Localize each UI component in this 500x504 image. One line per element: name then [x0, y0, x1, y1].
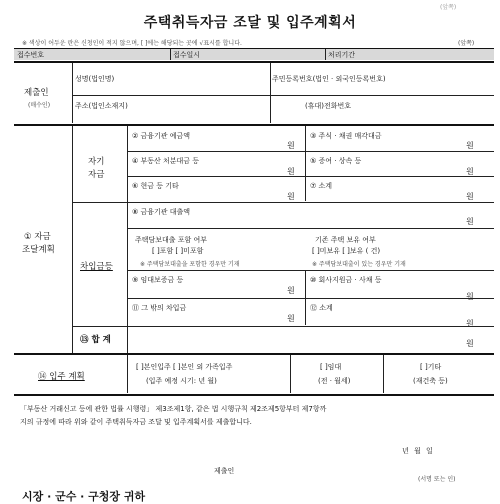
submitter-label: 제출인	[24, 88, 49, 98]
signature-placeholder: (서명 또는 인)	[418, 476, 456, 483]
occupancy-plan-label: ⑭ 입주 계획	[38, 372, 85, 382]
loan-house-options[interactable]: [ ]포함 [ ]미포함	[152, 247, 204, 255]
occupancy-option-other[interactable]: [ ]기타	[420, 363, 442, 371]
top-right-note: (앞쪽)	[440, 4, 457, 11]
addressee: 시장 · 군수 · 구청장 귀하	[22, 490, 146, 503]
occupancy-expected-date: (입주 예정 시기: 년 월)	[146, 377, 217, 385]
gift-label: ⑤ 증여 · 상속 등	[310, 157, 362, 165]
gift-unit: 원	[466, 167, 474, 176]
loan-unit: 원	[466, 217, 474, 226]
realestate-label: ④ 부동산 처분대금 등	[132, 157, 200, 165]
deposit-label: ② 금융기관 예금액	[132, 132, 191, 140]
phone-label: (휴대)전화번호	[305, 102, 352, 110]
occupancy-option-self[interactable]: [ ]본인입주 [ ]본인 외 가족입주	[136, 363, 233, 371]
realestate-unit: 원	[287, 167, 295, 176]
registration-number-label: 주민등록번호(법인 · 외국인등록번호)	[272, 75, 386, 83]
occupancy-lease-type: (전 · 월세)	[318, 377, 351, 385]
own-house-note: ※ 주택담보대출이 있는 경우만 기재	[312, 261, 406, 268]
cash-unit: 원	[287, 192, 295, 201]
declaration-line-2: 지의 규정에 따라 위와 같이 주택취득자금 조달 및 입주계획서를 제출합니다.	[20, 418, 252, 426]
lease-deposit-unit: 원	[287, 286, 295, 295]
other-borrowing-label: ⑪ 그 밖의 차입금	[132, 304, 187, 312]
occupancy-option-lease[interactable]: [ ]임대	[320, 363, 342, 371]
document-title: 주택취득자금 조달 및 입주계획서	[143, 15, 357, 31]
total-unit: 원	[466, 339, 474, 348]
occupancy-other-detail: (재건축 등)	[413, 377, 448, 385]
loan-label: ⑧ 금융기관 대출액	[132, 208, 191, 216]
borrow-subtotal-label: ⑫ 소계	[310, 304, 333, 312]
own-subtotal-label: ⑦ 소계	[310, 182, 333, 190]
receipt-number-label: 접수번호	[17, 51, 45, 59]
submitter-signature-label: 제출인	[214, 467, 235, 475]
funding-section-label-2: 조달계획	[22, 245, 55, 255]
instruction-text: ※ 색상이 어두운 란은 신청인이 적지 않으며, [ ]에는 해당되는 곳에 √표시를 합니다.	[22, 40, 242, 47]
cash-label: ⑥ 현금 등 기타	[132, 182, 179, 190]
company-support-unit: 원	[466, 292, 474, 301]
borrowed-funds-label: 차입금등	[80, 262, 113, 272]
submitter-sublabel: (매수인)	[28, 102, 51, 109]
declaration-line-1: 「부동산 거래신고 등에 관한 법률 시행령」 제3조제1항, 같은 법 시행규칙 제2조제5항부터 제7항까	[20, 405, 327, 413]
total-label: ⑬ 합 계	[80, 335, 111, 345]
own-funds-label: 자기	[88, 157, 105, 167]
own-house-options[interactable]: [ ]미보유 [ ]보유 ( 건)	[312, 247, 381, 255]
own-funds-label-2: 자금	[88, 170, 105, 180]
address-label: 주소(법인소재지)	[75, 102, 128, 110]
borrow-subtotal-unit: 원	[466, 319, 474, 328]
other-borrowing-unit: 원	[287, 314, 295, 323]
name-label: 성명(법인명)	[75, 75, 115, 83]
stocks-label: ③ 주식 · 채권 매각대금	[310, 132, 382, 140]
declaration-date: 년 월 일	[402, 447, 433, 455]
own-subtotal-unit: 원	[466, 192, 474, 201]
deposit-unit: 원	[287, 141, 295, 150]
receipt-row	[14, 49, 494, 60]
own-house-question: 기존 주택 보유 여부	[315, 236, 376, 244]
stocks-unit: 원	[466, 141, 474, 150]
loan-house-note: ※ 주택담보대출을 포함한 경우만 기재	[140, 261, 240, 268]
lease-deposit-label: ⑨ 임대보증금 등	[132, 276, 184, 284]
page-side-label: (앞쪽)	[458, 40, 475, 47]
loan-house-question: 주택담보대출 포함 여부	[135, 236, 208, 244]
funding-section-label: ① 자금	[24, 232, 51, 242]
receipt-date-label: 접수일시	[173, 51, 201, 59]
company-support-label: ⑩ 회사지원금 · 사채 등	[310, 276, 382, 284]
processing-period-label: 처리기간	[328, 51, 356, 59]
